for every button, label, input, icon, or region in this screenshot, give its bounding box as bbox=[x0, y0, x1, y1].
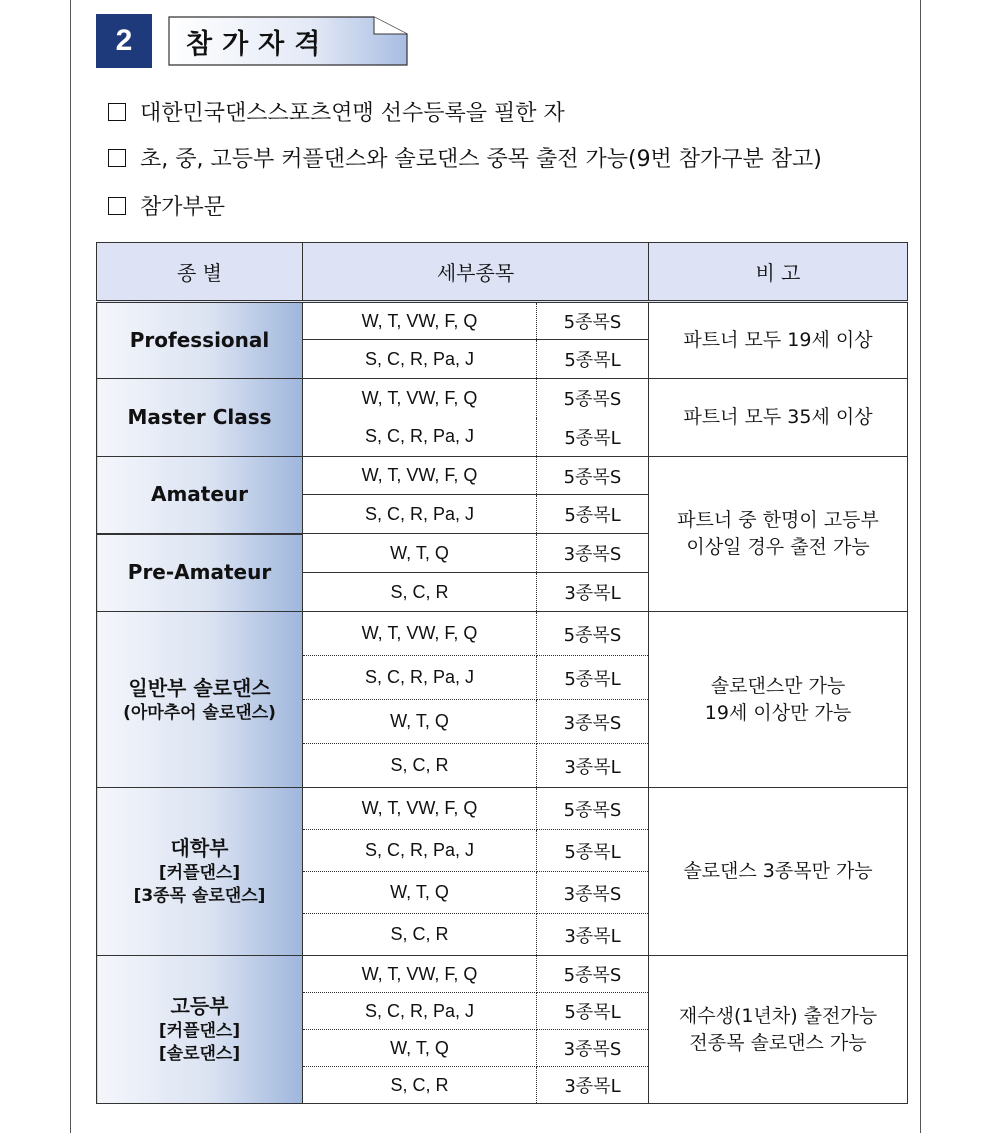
events-cell: S, C, R, Pa, J bbox=[303, 830, 537, 872]
events-cell: W, T, Q bbox=[303, 872, 537, 914]
remarks-line: 파트너 중 한명이 고등부 bbox=[677, 509, 879, 532]
count-cell: 3종목L bbox=[537, 744, 649, 788]
bullet-item bbox=[108, 96, 565, 127]
count-cell: 5종목S bbox=[537, 379, 649, 418]
checkbox-square-icon bbox=[108, 103, 126, 121]
remarks-line: 파트너 모두 35세 이상 bbox=[683, 406, 873, 429]
remarks-cell bbox=[649, 956, 908, 1104]
events-cell: W, T, VW, F, Q bbox=[303, 612, 537, 656]
page-margin-left-line bbox=[70, 0, 71, 1133]
remarks-cell bbox=[649, 457, 908, 612]
category-cell bbox=[97, 379, 303, 457]
events-cell: W, T, Q bbox=[303, 700, 537, 744]
bullet-text: 초, 중, 고등부 커플댄스와 솔로댄스 중목 출전 가능(9번 참가구분 참고) bbox=[140, 147, 822, 172]
events-cell: W, T, Q bbox=[303, 534, 537, 573]
events-cell: W, T, VW, F, Q bbox=[303, 379, 537, 418]
count-cell: 5종목S bbox=[537, 612, 649, 656]
count-cell: 5종목S bbox=[537, 956, 649, 993]
header-category: 종 별 bbox=[97, 243, 303, 302]
checkbox-square-icon bbox=[108, 149, 126, 167]
events-cell: S, C, R, Pa, J bbox=[303, 993, 537, 1030]
count-cell: 5종목L bbox=[537, 993, 649, 1030]
events-cell: S, C, R bbox=[303, 573, 537, 612]
section-number: 2 bbox=[115, 24, 133, 57]
bullet-text: 대한민국댄스스포츠연맹 선수등록을 필한 자 bbox=[140, 101, 565, 126]
category-name: 일반부 솔로댄스 bbox=[128, 675, 271, 700]
remarks-cell bbox=[649, 302, 908, 379]
section-title-box bbox=[168, 16, 408, 66]
page-margin-right-line bbox=[920, 0, 921, 1133]
remarks-line: 이상일 경우 출전 가능 bbox=[686, 536, 870, 558]
count-cell: 5종목S bbox=[537, 457, 649, 495]
events-cell: W, T, VW, F, Q bbox=[303, 788, 537, 830]
count-cell: 3종목S bbox=[537, 1030, 649, 1067]
category-name: 대학부 bbox=[170, 836, 229, 861]
count-cell: 3종목S bbox=[537, 872, 649, 914]
category-subtitle: [솔로댄스] bbox=[158, 1044, 241, 1064]
count-cell: 5종목L bbox=[537, 830, 649, 872]
remarks-cell bbox=[649, 379, 908, 457]
category-cell bbox=[97, 534, 303, 612]
section-number-badge bbox=[96, 14, 152, 68]
category-cell bbox=[97, 956, 303, 1104]
events-cell: S, C, R bbox=[303, 1067, 537, 1104]
count-cell: 3종목S bbox=[537, 700, 649, 744]
header-remarks: 비 고 bbox=[649, 243, 908, 302]
bullet-item bbox=[108, 142, 822, 173]
events-cell: S, C, R, Pa, J bbox=[303, 656, 537, 700]
category-subtitle: [3종목 솔로댄스] bbox=[133, 886, 266, 906]
remarks-cell bbox=[649, 612, 908, 788]
count-cell: 3종목S bbox=[537, 534, 649, 573]
remarks-line: 파트너 모두 19세 이상 bbox=[683, 329, 873, 352]
bullet-item bbox=[108, 190, 225, 221]
category-name: Pre-Amateur bbox=[127, 560, 272, 585]
header-events: 세부종목 bbox=[303, 243, 649, 302]
count-cell: 5종목L bbox=[537, 418, 649, 457]
events-cell: S, C, R, Pa, J bbox=[303, 495, 537, 534]
count-cell: 3종목L bbox=[537, 1067, 649, 1104]
category-name: Master Class bbox=[127, 405, 272, 429]
remarks-line: 19세 이상만 가능 bbox=[704, 701, 852, 724]
count-cell: 5종목L bbox=[537, 656, 649, 700]
count-cell: 5종목S bbox=[537, 788, 649, 830]
category-cell bbox=[97, 457, 303, 534]
count-cell: 5종목S bbox=[537, 302, 649, 340]
events-cell: W, T, VW, F, Q bbox=[303, 302, 537, 340]
bullet-text: 참가부문 bbox=[140, 195, 226, 220]
count-cell: 3종목L bbox=[537, 573, 649, 612]
category-subtitle: [커플댄스] bbox=[158, 1021, 241, 1042]
events-cell: W, T, VW, F, Q bbox=[303, 457, 537, 495]
category-cell bbox=[97, 788, 303, 956]
events-cell: W, T, VW, F, Q bbox=[303, 956, 537, 993]
count-cell: 3종목L bbox=[537, 914, 649, 956]
category-subtitle: [커플댄스] bbox=[158, 863, 241, 884]
category-cell bbox=[97, 302, 303, 379]
events-cell: S, C, R bbox=[303, 744, 537, 788]
events-cell: S, C, R, Pa, J bbox=[303, 418, 537, 457]
category-name: Amateur bbox=[150, 482, 249, 507]
remarks-line: 재수생(1년차) 출전가능 bbox=[678, 1004, 878, 1027]
remarks-line: 전종목 솔로댄스 가능 bbox=[689, 1031, 867, 1054]
category-cell bbox=[97, 612, 303, 788]
events-cell: S, C, R, Pa, J bbox=[303, 340, 537, 379]
events-cell: W, T, Q bbox=[303, 1030, 537, 1067]
section-title: 참가자격 bbox=[186, 29, 331, 60]
checkbox-square-icon bbox=[108, 197, 126, 215]
count-cell: 5종목L bbox=[537, 495, 649, 534]
category-subtitle: (아마추어 솔로댄스) bbox=[123, 702, 276, 723]
count-cell: 5종목L bbox=[537, 340, 649, 379]
events-cell: S, C, R bbox=[303, 914, 537, 956]
remarks-cell bbox=[649, 788, 908, 956]
category-name: 고등부 bbox=[170, 994, 229, 1019]
remarks-line: 솔로댄스 3종목만 가능 bbox=[683, 860, 873, 883]
category-name: Professional bbox=[129, 328, 270, 352]
eligibility-table bbox=[96, 242, 908, 1104]
remarks-line: 솔로댄스만 가능 bbox=[710, 674, 846, 697]
